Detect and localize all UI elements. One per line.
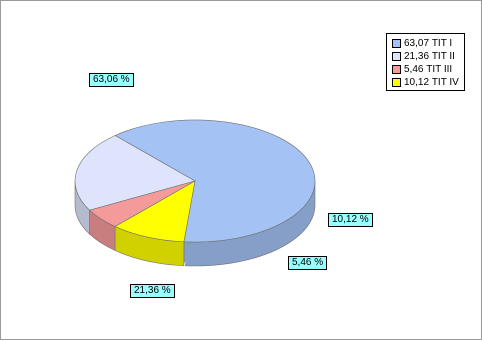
legend-value-tit-i: 63,07 [404,38,430,49]
legend-item-tit-iii [392,63,464,76]
data-label-tit-iii: 5,46 % [288,256,327,270]
legend-value-tit-iii: 5,46 [404,64,424,75]
legend-swatch-tit-i [392,39,401,48]
legend-label-tit-iii: TIT III [426,64,453,75]
legend-swatch-tit-ii [392,52,401,61]
legend-item-tit-i [392,37,464,50]
legend-swatch-tit-iii [392,65,401,74]
legend-item-tit-iv [392,76,464,89]
data-label-tit-iv: 10,12 % [328,213,373,227]
data-label-tit-i: 63,06 % [89,73,134,87]
data-label-tit-ii: 21,36 % [130,284,175,298]
legend-label-tit-iv: TIT IV [431,77,459,88]
legend-item-tit-ii [392,50,464,63]
leader-line-tit-i [113,85,129,111]
leader-line-tit-iv [319,206,328,215]
legend-label-tit-i: TIT I [431,38,453,49]
legend-swatch-tit-iv [392,78,401,87]
legend [386,33,465,91]
pie-tops [75,120,315,242]
legend-label-tit-ii: TIT II [431,51,455,62]
legend-value-tit-iv: 10,12 [404,77,430,88]
legend-value-tit-ii: 21,36 [404,51,430,62]
